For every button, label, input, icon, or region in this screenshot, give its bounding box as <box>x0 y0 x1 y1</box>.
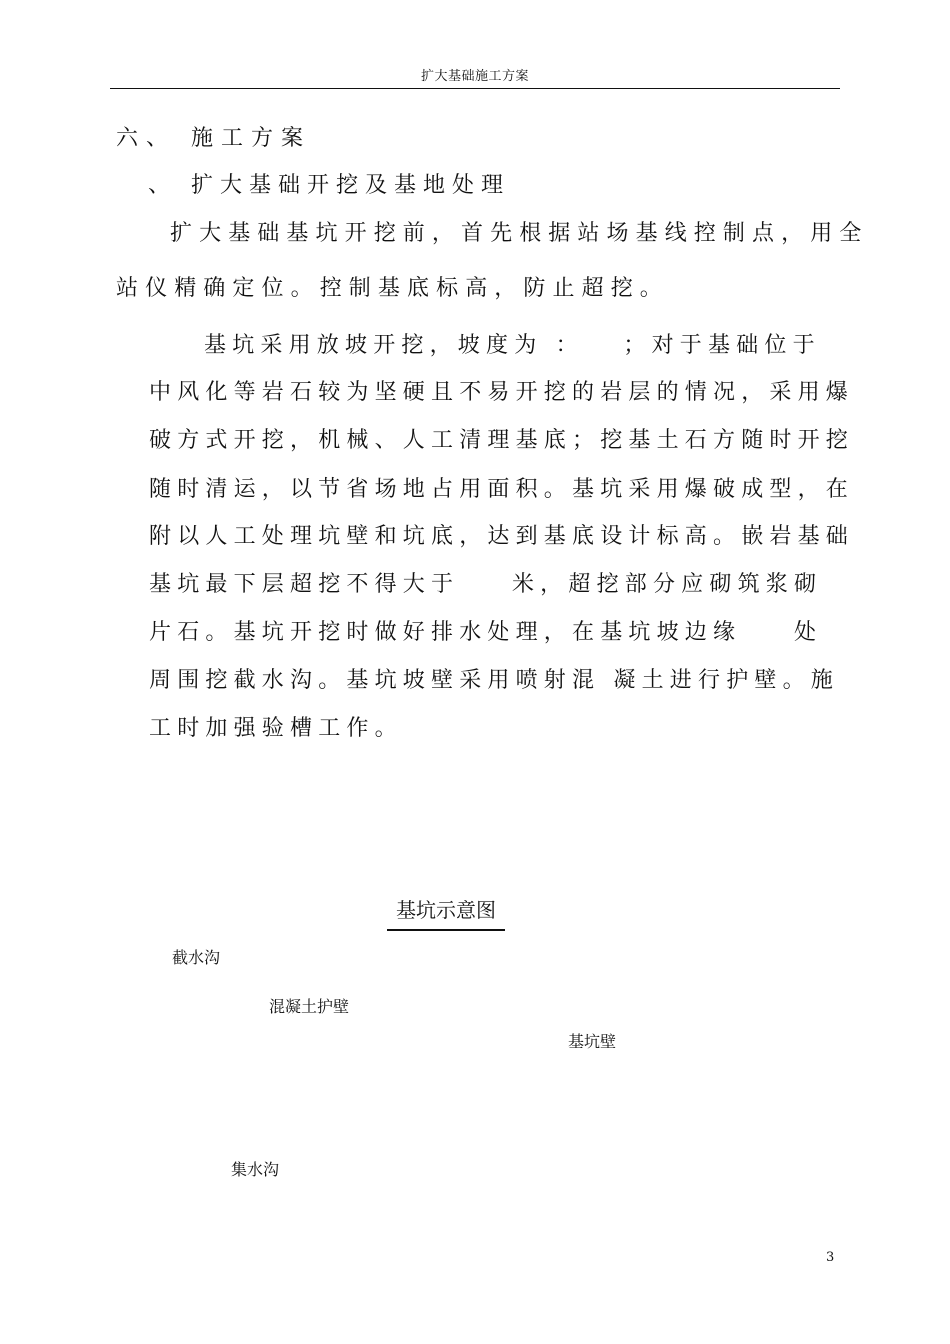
figure-title: 基坑示意图 <box>396 898 496 922</box>
figure-title-underline <box>387 929 505 931</box>
paragraph-2-line-5: 附以人工处理坑壁和坑底，达到基底设计标高。嵌岩基础 <box>149 524 855 549</box>
paragraph-2-line-3: 破方式开挖，机械、人工清理基底；挖基土石方随时开挖 <box>149 428 855 453</box>
paragraph-2-line-4: 随时清运，以节省场地占用面积。基坑采用爆破成型，在 <box>149 477 855 502</box>
label-concrete-wall: 混凝土护壁 <box>269 997 350 1016</box>
label-pit-wall: 基坑壁 <box>568 1032 617 1051</box>
label-sump: 集水沟 <box>231 1160 280 1179</box>
paragraph-1-line-1: 扩大基础基坑开挖前，首先根据站场基线控制点，用全 <box>170 221 869 246</box>
paragraph-2-line-7: 片石。基坑开挖时做好排水处理，在基坑坡边缘 处 <box>149 620 823 645</box>
paragraph-2-line-9: 工时加强验槽工作。 <box>149 716 403 741</box>
running-header: 扩大基础施工方案 <box>420 69 529 84</box>
label-intercept-ditch: 截水沟 <box>172 948 221 967</box>
section-title: 六、 施工方案 <box>116 126 311 151</box>
paragraph-2-line-8: 周围挖截水沟。基坑坡壁采用喷射混 凝土进行护壁。施 <box>149 668 839 693</box>
subsection-title: 、 扩大基础开挖及基地处理 <box>148 173 510 198</box>
paragraph-1-line-2: 站仪精确定位。控制基底标高，防止超挖。 <box>116 276 669 301</box>
paragraph-2-line-2: 中风化等岩石较为坚硬且不易开挖的岩层的情况，采用爆 <box>149 380 855 405</box>
header-rule <box>110 88 840 89</box>
paragraph-2-line-1: 基坑采用放坡开挖，坡度为 ： ；对于基础位于 <box>204 333 821 358</box>
paragraph-2-line-6: 基坑最下层超挖不得大于 米，超挖部分应砌筑浆砌 <box>149 572 823 597</box>
page-number: 3 <box>826 1250 835 1265</box>
